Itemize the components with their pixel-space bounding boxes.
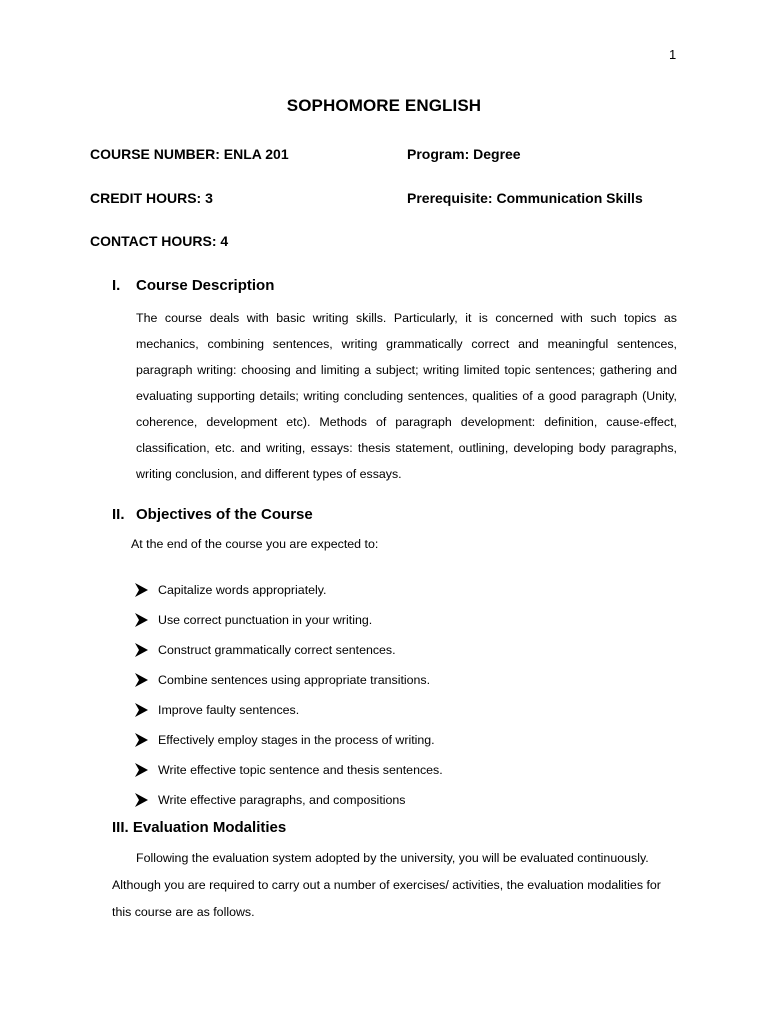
- section-heading-objectives: [112, 506, 313, 523]
- objective-text: Capitalize words appropriately.: [158, 583, 327, 597]
- arrow-bullet-icon: [134, 762, 149, 778]
- objective-text: Write effective paragraphs, and compositions: [158, 793, 406, 807]
- course-number: COURSE NUMBER: ENLA 201: [90, 146, 289, 162]
- section-number: I.: [112, 277, 121, 294]
- list-item: [134, 755, 443, 785]
- program: Program: Degree: [407, 146, 521, 162]
- arrow-bullet-icon: [134, 702, 149, 718]
- section-title: Evaluation Modalities: [132, 819, 287, 836]
- section-number: II.: [112, 506, 125, 523]
- list-item: [134, 695, 443, 725]
- section-title: Objectives of the Course: [136, 506, 313, 523]
- list-item: [134, 605, 443, 635]
- list-item: [134, 635, 443, 665]
- section-heading-evaluation: [112, 819, 286, 836]
- objective-text: Use correct punctuation in your writing.: [158, 613, 373, 627]
- objective-text: Combine sentences using appropriate transitions.: [158, 673, 431, 687]
- list-item: [134, 725, 443, 755]
- section-number: III.: [112, 819, 129, 836]
- credit-hours: CREDIT HOURS: 3: [90, 190, 213, 206]
- objectives-list: [134, 575, 443, 815]
- objective-text: Improve faulty sentences.: [158, 703, 300, 717]
- objective-text: Write effective topic sentence and thesis sentences.: [158, 763, 443, 777]
- course-description-text: The course deals with basic writing skills. Particularly, it is concerned with such topics as mechanics, combining sentences, writing grammatically correct and meaningful sentences, paragraph writing: choosing and limiting a subject; writing limited topic sentences; gathering and evaluating supporting details; writing concluding sentences, qualities of a good paragraph (Unity, coherence, development etc). Methods of paragraph development: definition, cause-effect, classification, etc. and writing, essays: thesis statement, outlining, developing body paragraphs, writing conclusion, and different types of essays.: [136, 311, 677, 481]
- list-item: [134, 575, 443, 605]
- contact-hours: CONTACT HOURS: 4: [90, 233, 229, 249]
- arrow-bullet-icon: [134, 612, 149, 628]
- evaluation-text: [112, 845, 682, 926]
- arrow-bullet-icon: [134, 672, 149, 688]
- section-title: Course Description: [136, 277, 275, 294]
- evaluation-body: Following the evaluation system adopted by the university, you will be evaluated continuously. Although you are required to carry out a number of exercises/ activities, the evaluation modalities for this course are as follows.: [112, 851, 661, 919]
- list-item: [134, 665, 443, 695]
- section-heading-description: [112, 277, 274, 294]
- arrow-bullet-icon: [134, 732, 149, 748]
- objective-text: Effectively employ stages in the process of writing.: [158, 733, 435, 747]
- page-number: 1: [669, 47, 677, 62]
- prerequisite: Prerequisite: Communication Skills: [407, 190, 643, 206]
- arrow-bullet-icon: [134, 582, 149, 598]
- arrow-bullet-icon: [134, 792, 149, 808]
- list-item: [134, 785, 443, 815]
- objectives-intro: At the end of the course you are expected to:: [131, 537, 379, 551]
- arrow-bullet-icon: [134, 642, 149, 658]
- objective-text: Construct grammatically correct sentences.: [158, 643, 396, 657]
- document-title: SOPHOMORE ENGLISH: [286, 96, 482, 115]
